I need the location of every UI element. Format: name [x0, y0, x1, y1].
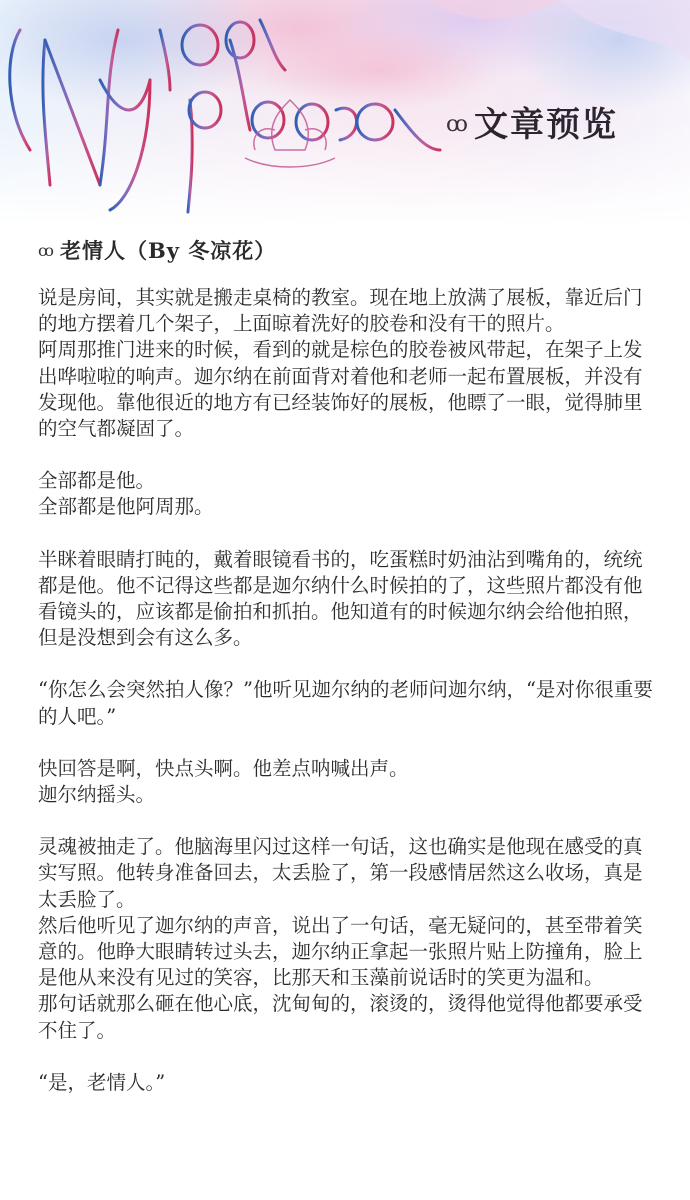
paragraph: “你怎么会突然拍人像？”他听见迦尔纳的老师问迦尔纳，“是对你很重要的人吧。”: [38, 678, 653, 728]
paragraph-gap: [38, 651, 658, 677]
header-banner: [0, 0, 690, 225]
paragraph: 那句话就那么砸在他心底，沈甸甸的，滚烫的，烫得他觉得他都要承受不住了。: [38, 992, 643, 1042]
paragraph-gap: [38, 442, 658, 468]
section-heading: [446, 105, 618, 145]
paragraph: 说是房间，其实就是搬走桌椅的教室。现在地上放满了展板，靠近后门的地方摆着几个架子，上面晾着洗好的胶卷和没有干的照片。: [38, 286, 643, 336]
paragraph: 全部都是他阿周那。: [38, 495, 214, 519]
paragraph: 迦尔纳摇头。: [38, 783, 156, 807]
paragraph: 全部都是他。: [38, 469, 156, 493]
paragraph: 然后他听见了迦尔纳的声音，说出了一句话，毫无疑问的，甚至带着笑意的。他睁大眼睛转过头去，迦尔纳正拿起一张照片贴上防撞角，脸上是他从来没有见过的笑容，比那天和玉藻前说话时的笑更为温和。: [38, 913, 643, 990]
paragraph: 灵魂被抽走了。他脑海里闪过这样一句话，这也确实是他现在感受的真实写照。他转身准备回去，太丢脸了，第一段感情居然这么收场，真是太丢脸了。: [38, 835, 643, 911]
paragraph-gap: [38, 808, 658, 834]
paragraph: “是，老情人。”: [38, 1070, 166, 1094]
section-title: 文章预览: [473, 105, 618, 145]
ornament-icon: ꝏ: [38, 240, 54, 260]
paragraph-gap: [38, 1044, 658, 1070]
paragraph-gap: [38, 521, 658, 547]
article-title-text: 老情人（By 冬凉花）: [59, 238, 277, 263]
paragraph-gap: [38, 730, 658, 756]
paragraph: 半眯着眼睛打盹的，戴着眼镜看书的，吃蛋糕时奶油沾到嘴角的，统统都是他。他不记得这些都是迦尔纳什么时候拍的了，这些照片都没有他看镜头的，应该都是偷拍和抓拍。他知道有的时候迦尔纳会给他拍照，但是没想到会有这么多。: [38, 547, 643, 650]
article-body: [38, 285, 658, 1096]
paragraph: 阿周那推门进来的时候，看到的就是棕色的胶卷被风带起，在架子上发出哗啦啦的响声。迦尔纳在前面背对着他和老师一起布置展板，并没有发现他。靠他很近的地方有已经装饰好的展板，他瞟了一眼，觉得肺里的空气都凝固了。: [38, 338, 643, 441]
ornament-icon: ꝏ: [446, 112, 468, 137]
paragraph: 快回答是啊，快点头啊。他差点呐喊出声。: [38, 756, 409, 780]
article-title: [38, 240, 276, 261]
